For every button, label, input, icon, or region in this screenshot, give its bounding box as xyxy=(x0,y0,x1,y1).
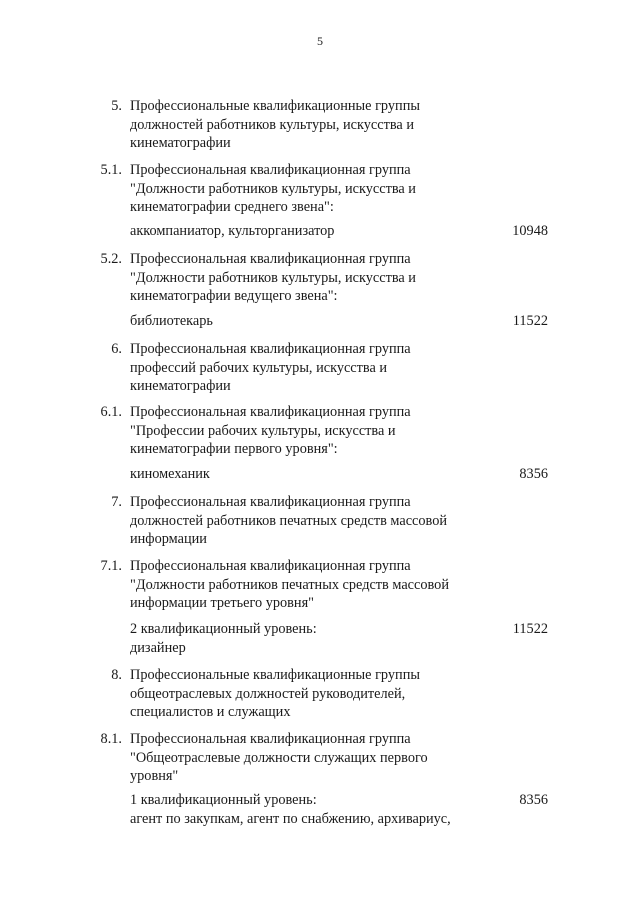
text-line: киномеханик xyxy=(130,466,210,482)
text-line: "Должности работников печатных средств массовой xyxy=(130,576,449,593)
salary-value: 8356 xyxy=(519,466,548,482)
text-line: кинематографии среднего звена": xyxy=(130,199,334,215)
text-line: Профессиональная квалификационная группа xyxy=(130,558,411,574)
text-line: специалистов и служащих xyxy=(130,704,291,720)
text-line: 1 квалификационный уровень: xyxy=(130,792,317,808)
salary-value: 11522 xyxy=(512,313,548,329)
item-number: 5. xyxy=(111,98,122,114)
item-number: 5.1. xyxy=(100,162,122,178)
item-text xyxy=(130,493,490,549)
text-line: Профессиональные квалификационные группы xyxy=(130,667,420,683)
text-line: Профессиональная квалификационная группа xyxy=(130,341,411,357)
item-text xyxy=(130,403,490,459)
item-text xyxy=(130,161,490,217)
item-number: 7.1. xyxy=(100,558,122,574)
text-line: библиотекарь xyxy=(130,313,213,329)
text-line: информации третьего уровня" xyxy=(130,595,314,611)
text-line: 2 квалификационный уровень: xyxy=(130,621,317,637)
text-line: общеотраслевых должностей руководителей, xyxy=(130,685,406,702)
item-text xyxy=(130,666,490,722)
item-text xyxy=(130,557,490,613)
text-line: должностей работников культуры, искусства и xyxy=(130,116,414,133)
item-text xyxy=(130,97,490,153)
text-line: уровня" xyxy=(130,768,179,784)
item-number: 8. xyxy=(111,667,122,683)
salary-value: 10948 xyxy=(512,223,548,239)
text-line: Профессиональная квалификационная группа xyxy=(130,404,411,420)
text-line: должностей работников печатных средств массовой xyxy=(130,512,448,529)
text-line: информации xyxy=(130,531,207,547)
text-line: Профессиональная квалификационная группа xyxy=(130,494,411,510)
item-number: 6. xyxy=(111,341,122,357)
item-number: 6.1. xyxy=(100,404,122,420)
text-line: дизайнер xyxy=(130,639,186,656)
item-number: 7. xyxy=(111,494,122,510)
text-line: аккомпаниатор, культорганизатор xyxy=(130,223,335,239)
text-line: кинематографии ведущего звена": xyxy=(130,288,338,304)
item-text xyxy=(130,312,490,331)
text-line: Профессиональная квалификационная группа xyxy=(130,731,411,747)
text-line: "Должности работников культуры, искусства и xyxy=(130,180,416,197)
item-text xyxy=(130,250,490,306)
text-line: Профессиональная квалификационная группа xyxy=(130,162,411,178)
salary-value: 8356 xyxy=(519,792,548,808)
item-number: 5.2. xyxy=(100,251,122,267)
item-text xyxy=(130,340,490,396)
salary-value: 11522 xyxy=(512,621,548,637)
item-text xyxy=(130,791,490,828)
item-text xyxy=(130,620,490,657)
text-line: кинематографии xyxy=(130,378,231,394)
text-line: профессий рабочих культуры, искусства и xyxy=(130,359,388,376)
page-number: 5 xyxy=(317,34,323,48)
text-line: "Профессии рабочих культуры, искусства и xyxy=(130,422,396,439)
item-text xyxy=(130,222,490,241)
text-line: агент по закупкам, агент по снабжению, архивариус, xyxy=(130,810,451,827)
text-line: кинематографии xyxy=(130,135,231,151)
text-line: Профессиональные квалификационные группы xyxy=(130,98,420,114)
item-text xyxy=(130,465,490,484)
item-text xyxy=(130,730,490,786)
text-line: "Должности работников культуры, искусства и xyxy=(130,269,416,286)
text-line: "Общеотраслевые должности служащих первого xyxy=(130,749,428,766)
text-line: Профессиональная квалификационная группа xyxy=(130,251,411,267)
text-line: кинематографии первого уровня": xyxy=(130,441,338,457)
item-number: 8.1. xyxy=(100,731,122,747)
